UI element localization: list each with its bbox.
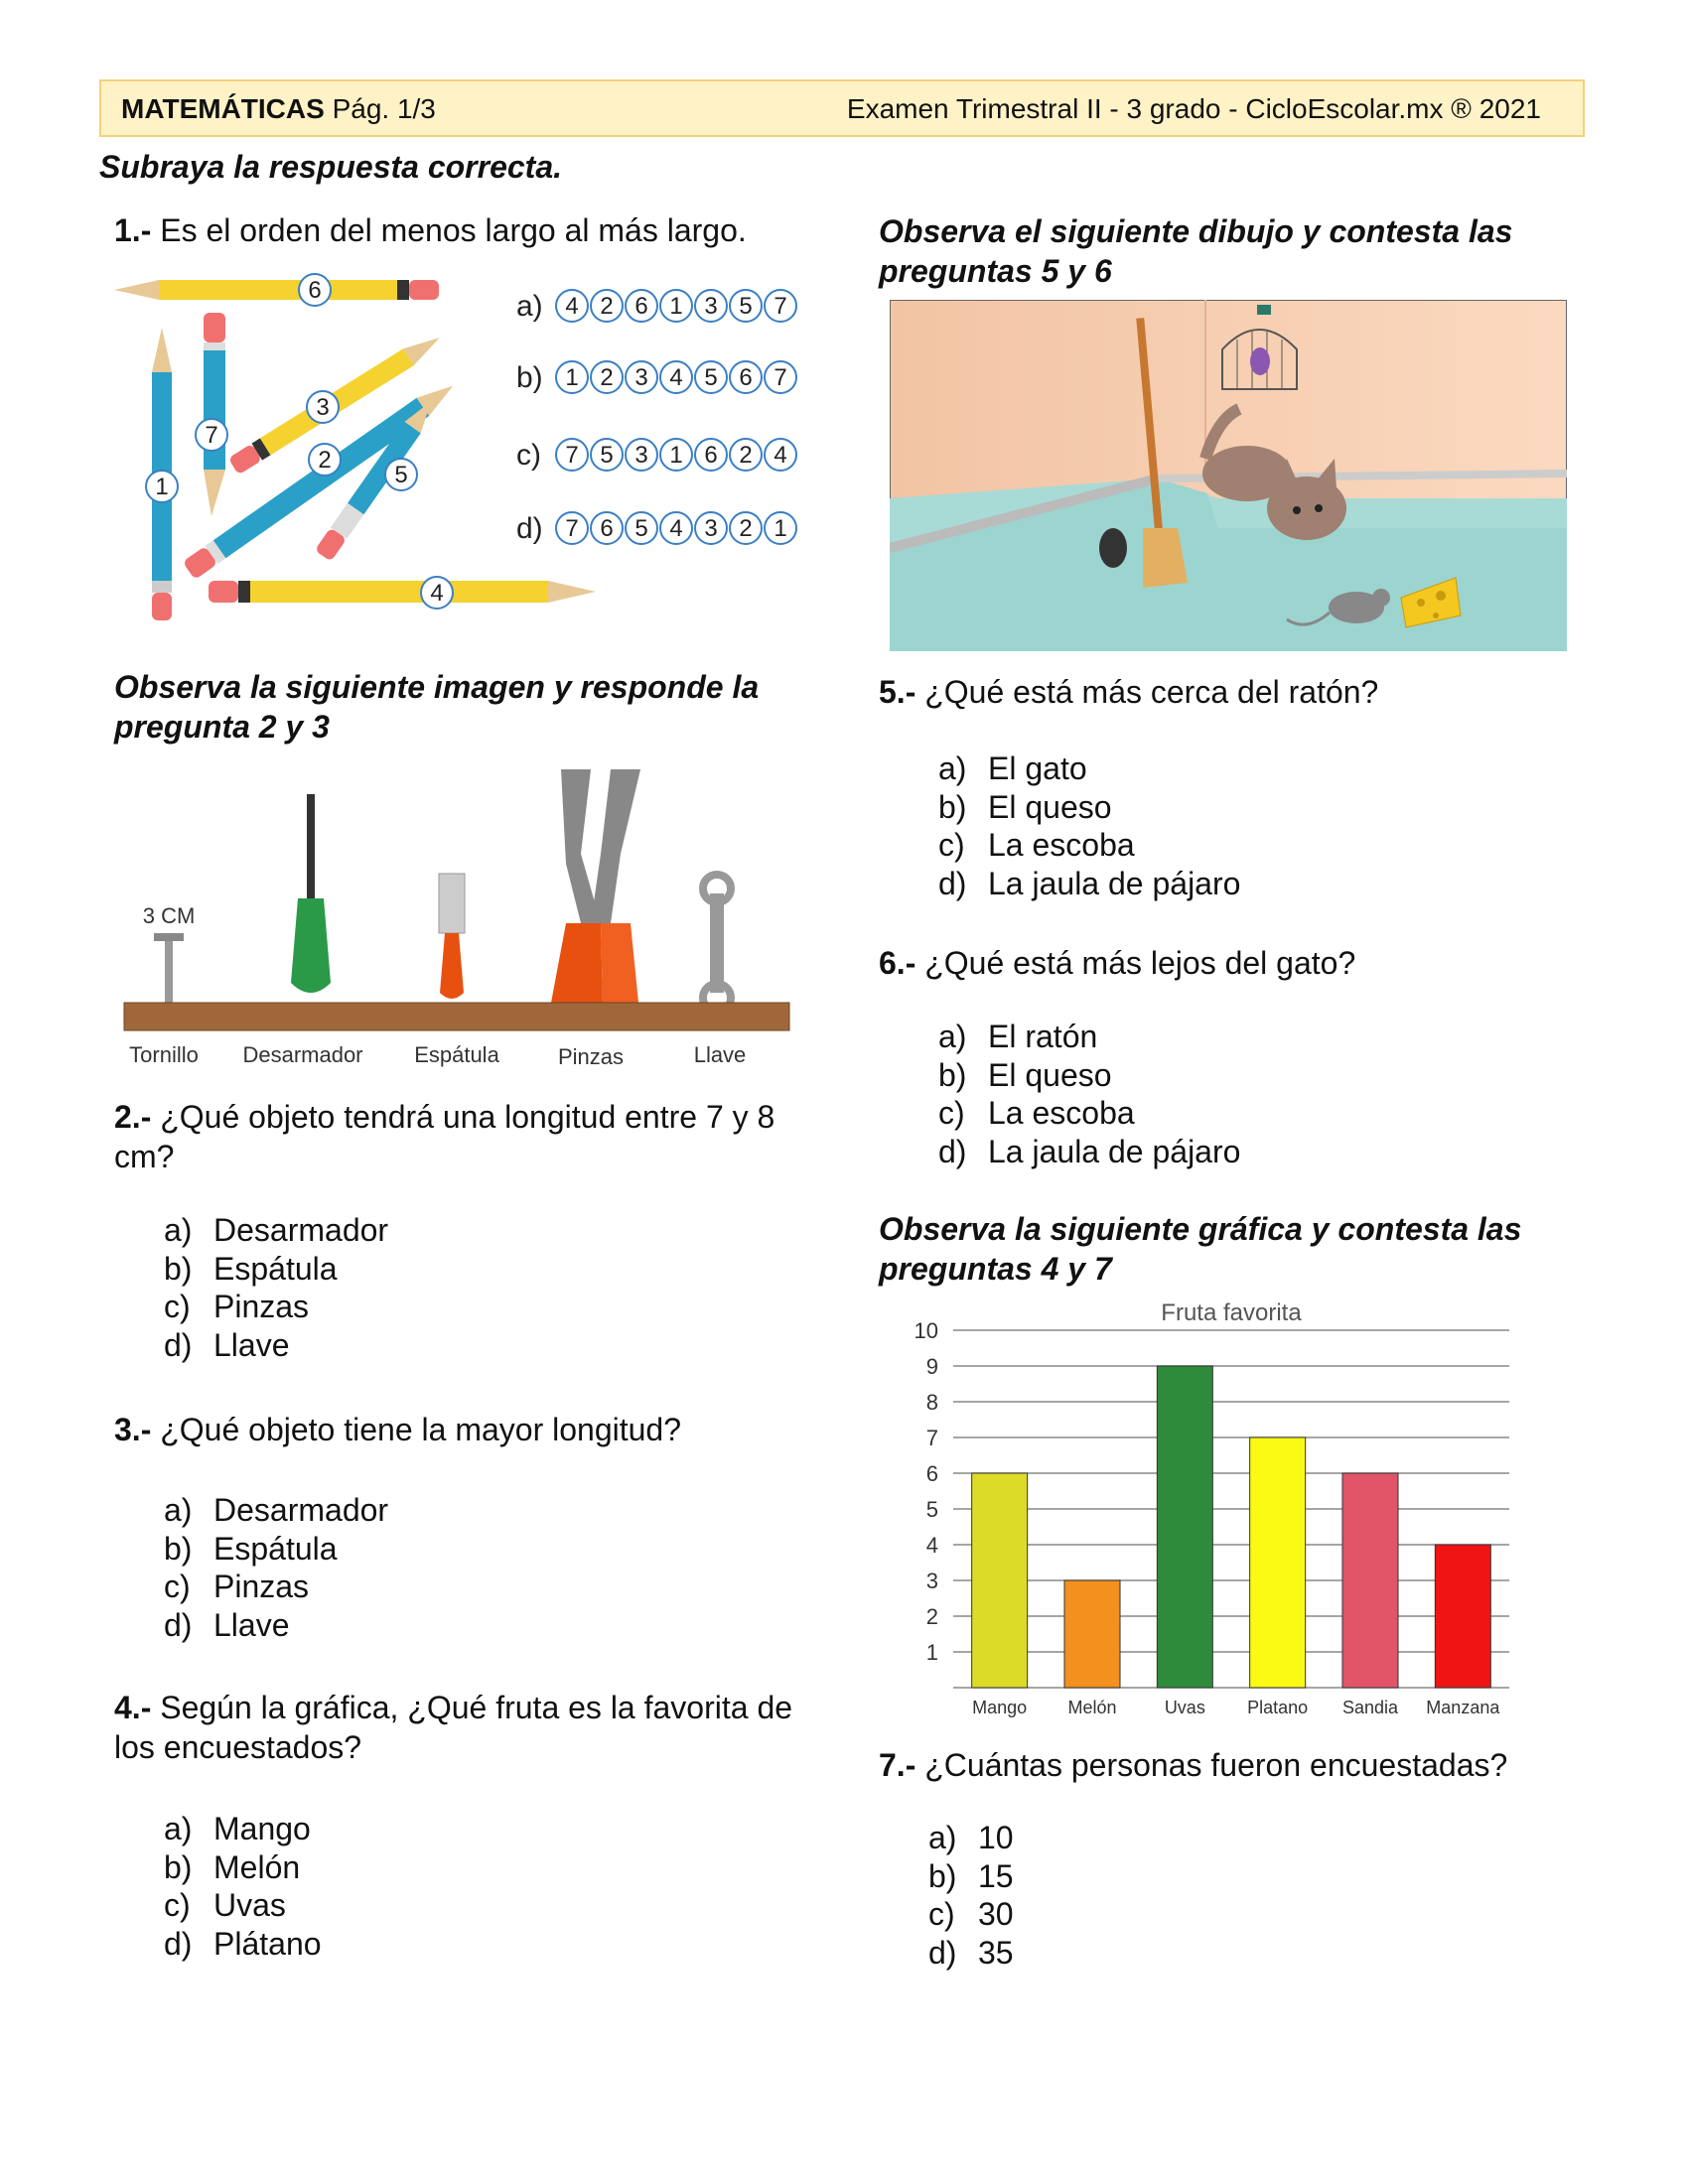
y-tick-label: 6 <box>925 1461 938 1486</box>
section-scene-title: Observa el siguiente dibujo y contesta las preguntas 5 y 6 <box>879 213 1513 289</box>
question-7-options <box>928 1819 1014 1972</box>
seq-number: 2 <box>600 364 614 391</box>
option-c[interactable]: c) Pinzas <box>164 1569 310 1604</box>
svg-text:2: 2 <box>318 447 332 474</box>
seq-number: 5 <box>600 442 614 469</box>
svg-text:6: 6 <box>308 277 322 304</box>
option-c[interactable]: c) La escoba <box>938 827 1135 863</box>
seq-number: 6 <box>634 293 648 320</box>
section-chart-title: Observa la siguiente gráfica y contesta las preguntas 4 y 7 <box>879 1211 1522 1287</box>
pencil-label-7 <box>196 419 227 451</box>
spatula-image <box>439 874 465 999</box>
question-number: 3.- <box>114 1412 152 1447</box>
svg-text:5: 5 <box>394 462 408 488</box>
pencil-6 <box>114 280 439 300</box>
screwdriver-image <box>291 794 331 993</box>
question-number: 4.- <box>114 1690 152 1725</box>
y-tick-label: 8 <box>925 1390 938 1415</box>
pencil-label-1 <box>146 471 178 502</box>
question-4 <box>114 1688 809 1767</box>
option-a[interactable]: a) Desarmador <box>164 1492 389 1528</box>
chart-title: Fruta favorita <box>1161 1299 1302 1326</box>
question-1 <box>114 210 747 250</box>
pencil-label-2 <box>309 444 341 476</box>
pencil-label-6 <box>299 274 331 306</box>
seq-number: 2 <box>600 293 614 320</box>
x-tick-label: Sandia <box>1341 1698 1399 1717</box>
seq-number: 3 <box>704 293 718 320</box>
x-tick-label: Melón <box>1067 1698 1117 1717</box>
bar-platano <box>1250 1437 1306 1688</box>
bar-sandia <box>1342 1473 1398 1688</box>
option-b[interactable]: b) Melón <box>164 1848 301 1885</box>
option-d[interactable]: d) Llave <box>164 1326 290 1363</box>
question-number: 6.- <box>879 945 916 981</box>
option-a[interactable]: a) El gato <box>938 751 1087 786</box>
subject-title: MATEMÁTICAS <box>121 93 325 124</box>
y-tick-label: 7 <box>925 1426 938 1450</box>
fruit-bar-chart <box>894 1291 1529 1727</box>
y-tick-label: 5 <box>925 1497 938 1522</box>
pencil-4 <box>209 581 596 603</box>
tool-label-espatula: Espátula <box>414 1042 499 1067</box>
option-c[interactable]: c) Uvas <box>164 1887 286 1923</box>
bar-manzana <box>1435 1545 1490 1688</box>
tools-figure <box>114 754 809 1072</box>
seq-number: 3 <box>704 515 718 542</box>
option-b[interactable]: b) El queso <box>938 1056 1112 1093</box>
pliers-image <box>551 769 640 1003</box>
pencil-7 <box>204 313 225 516</box>
svg-text:1: 1 <box>155 474 169 500</box>
wood-shelf <box>124 1003 789 1030</box>
question-4-options <box>164 1810 322 1963</box>
q1-option-d[interactable] <box>516 512 796 545</box>
option-a[interactable]: a) 10 <box>928 1820 1014 1855</box>
tool-label-tornillo: Tornillo <box>129 1042 199 1067</box>
pencil-label-3 <box>307 391 339 423</box>
seq-number: 4 <box>669 515 683 542</box>
option-c[interactable]: c) 30 <box>928 1896 1014 1932</box>
svg-text:3: 3 <box>316 394 330 421</box>
x-tick-label: Mango <box>972 1698 1028 1717</box>
instruction: Subraya la respuesta correcta. <box>99 149 563 185</box>
option-c[interactable]: c) La escoba <box>938 1095 1135 1131</box>
y-tick-label: 1 <box>925 1640 938 1665</box>
option-d[interactable]: d) 35 <box>928 1934 1014 1971</box>
seq-number: 2 <box>739 515 753 542</box>
question-3-options <box>164 1491 388 1644</box>
seq-number: 1 <box>669 442 683 469</box>
q1-option-a[interactable] <box>516 290 796 323</box>
y-tick-label: 2 <box>925 1604 938 1629</box>
y-tick-label: 10 <box>914 1318 938 1343</box>
x-tick-label: Uvas <box>1164 1698 1205 1717</box>
question-5-options <box>938 750 1240 902</box>
seq-number: 1 <box>774 515 787 542</box>
bar-melón <box>1064 1580 1120 1688</box>
y-tick-label: 3 <box>925 1569 938 1593</box>
q1-option-b[interactable] <box>516 361 796 394</box>
option-letter: c) <box>516 439 541 472</box>
question-text: ¿Qué objeto tiene la mayor longitud? <box>160 1412 681 1447</box>
tool-label-llave: Llave <box>693 1042 747 1067</box>
seq-number: 5 <box>704 364 718 391</box>
measure-label: 3 CM <box>142 903 196 928</box>
question-5 <box>879 672 1378 712</box>
seq-number: 7 <box>565 442 579 469</box>
x-tick-label: Manzana <box>1426 1698 1500 1717</box>
tool-label-desarmador: Desarmador <box>242 1042 363 1067</box>
seq-number: 7 <box>774 293 787 320</box>
option-c[interactable]: c) Pinzas <box>164 1289 310 1324</box>
seq-number: 1 <box>565 364 579 391</box>
bar-uvas <box>1157 1366 1212 1688</box>
option-d[interactable]: d) Llave <box>164 1606 290 1643</box>
option-b[interactable]: b) 15 <box>928 1857 1014 1894</box>
question-2 <box>114 1097 829 1176</box>
option-d[interactable]: d) La jaula de pájaro <box>938 865 1241 901</box>
seq-number: 2 <box>739 442 753 469</box>
option-letter: b) <box>516 361 543 394</box>
question-text: ¿Qué objeto tendrá una longitud entre 7 y 8 cm? <box>114 1099 775 1174</box>
question-text: ¿Cuántas personas fueron encuestadas? <box>924 1747 1508 1783</box>
seq-number: 6 <box>739 364 753 391</box>
mouse-hole <box>1099 528 1127 568</box>
option-b[interactable]: b) Espátula <box>164 1530 338 1567</box>
y-tick-label: 9 <box>925 1354 938 1379</box>
q1-option-c[interactable] <box>516 439 796 472</box>
seq-number: 6 <box>704 442 718 469</box>
y-tick-label: 4 <box>925 1533 938 1558</box>
page-header <box>99 79 1585 137</box>
seq-number: 3 <box>634 364 648 391</box>
question-6 <box>879 943 1355 983</box>
seq-number: 4 <box>669 364 683 391</box>
question-text: ¿Qué está más cerca del ratón? <box>924 674 1379 710</box>
question-6-options <box>938 1018 1240 1170</box>
question-7 <box>879 1745 1507 1785</box>
tool-label-pinzas: Pinzas <box>557 1044 625 1069</box>
option-d[interactable]: d) Plátano <box>164 1925 322 1962</box>
seq-number: 6 <box>600 515 614 542</box>
question-number: 5.- <box>879 674 916 710</box>
x-tick-label: Platano <box>1247 1698 1309 1717</box>
option-b[interactable]: b) Espátula <box>164 1250 338 1287</box>
seq-number: 4 <box>774 442 787 469</box>
option-letter: a) <box>516 290 543 323</box>
question-number: 7.- <box>879 1747 916 1783</box>
question-number: 1.- <box>114 212 152 248</box>
question-2-options <box>164 1211 388 1364</box>
option-a[interactable]: a) Mango <box>164 1811 311 1846</box>
bar-mango <box>972 1473 1028 1688</box>
page-number: Pág. 1/3 <box>332 93 436 124</box>
seq-number: 7 <box>774 364 787 391</box>
seq-number: 7 <box>565 515 579 542</box>
exam-title: Examen Trimestral II - 3 grado - CicloEscolar.mx ® 2021 <box>846 93 1541 124</box>
seq-number: 5 <box>634 515 648 542</box>
option-letter: d) <box>516 512 543 545</box>
pencil-label-4 <box>421 577 453 609</box>
pencil-label-5 <box>385 459 417 490</box>
question-1-options <box>516 278 814 556</box>
seq-number: 3 <box>634 442 648 469</box>
option-a[interactable]: a) El ratón <box>938 1019 1098 1054</box>
option-d[interactable]: d) La jaula de pájaro <box>938 1133 1241 1169</box>
section-tools-title: Observa la siguiente imagen y responde la pregunta 2 y 3 <box>114 669 760 745</box>
wrench-image <box>703 875 731 1012</box>
question-text: Es el orden del menos largo al más largo. <box>160 212 747 248</box>
question-text: Según la gráfica, ¿Qué fruta es la favorita de los encuestados? <box>114 1690 793 1765</box>
svg-text:7: 7 <box>205 422 218 449</box>
question-3 <box>114 1410 681 1449</box>
seq-number: 4 <box>565 293 579 320</box>
room-scene-figure <box>890 300 1567 651</box>
seq-number: 1 <box>669 293 683 320</box>
question-number: 2.- <box>114 1099 152 1135</box>
question-text: ¿Qué está más lejos del gato? <box>924 945 1356 981</box>
header-left <box>121 93 436 125</box>
option-a[interactable]: a) Desarmador <box>164 1212 389 1248</box>
svg-text:4: 4 <box>430 580 444 607</box>
seq-number: 5 <box>739 293 753 320</box>
screw-image <box>154 933 184 1003</box>
option-b[interactable]: b) El queso <box>938 788 1112 825</box>
